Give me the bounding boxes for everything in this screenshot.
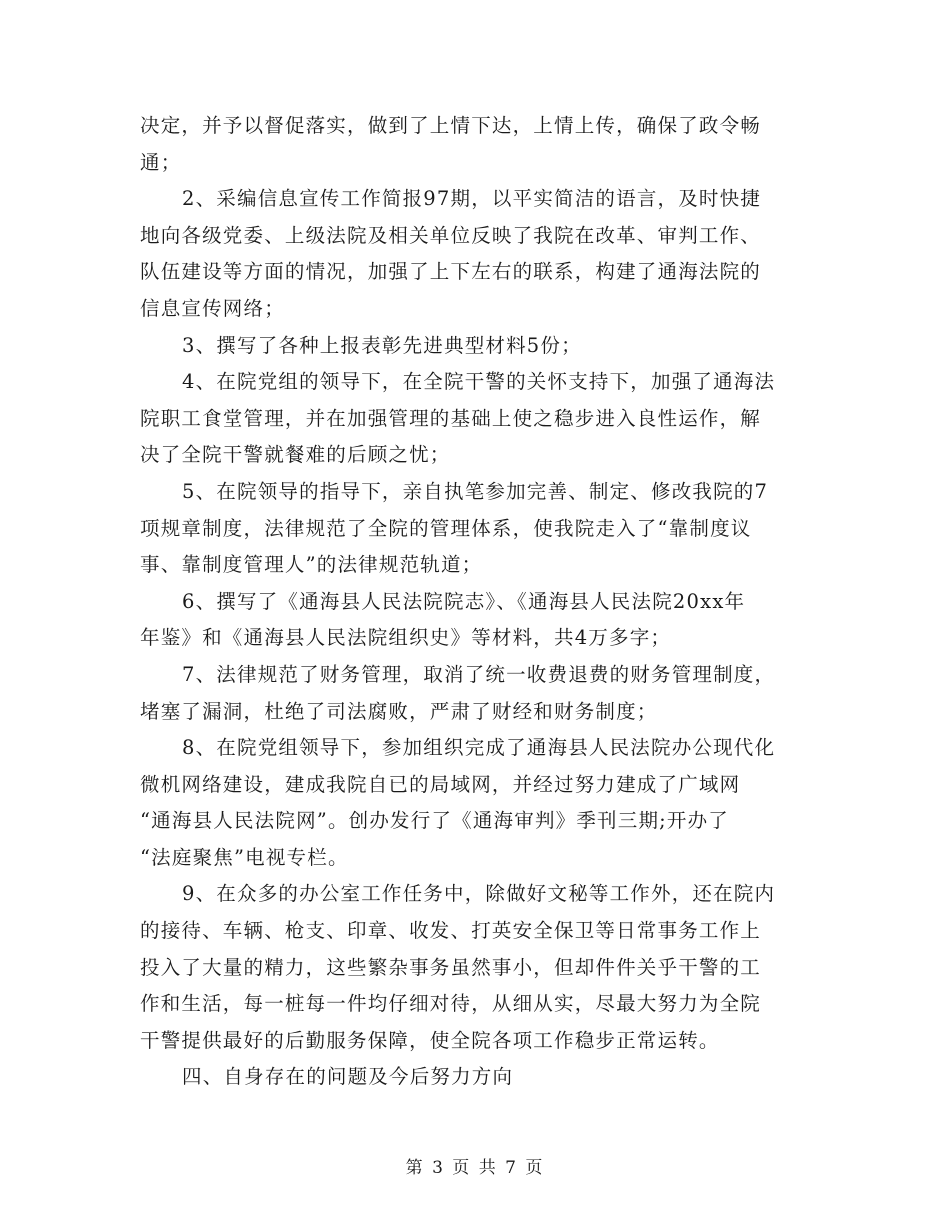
text-line: 决了全院干警就餐难的后顾之忧；	[140, 443, 451, 467]
text-line: 微机网络建设，建成我院自已的局域网，并经过努力建成了广域网	[140, 772, 741, 796]
text-line: 通；	[140, 150, 182, 174]
text-line: “通海县人民法院网”。创办发行了《通海审判》季刊三期;开办了	[140, 809, 730, 833]
page-footer: 第 3 页 共 7 页	[405, 1158, 545, 1178]
text-line: 3、撰写了各种上报表彰先进典型材料5份；	[182, 333, 582, 357]
text-line: 9、在众多的办公室工作任务中，除做好文秘等工作外，还在院内	[182, 882, 776, 906]
text-line: 2、采编信息宣传工作简报97期，以平实简洁的语言，及时快捷	[182, 187, 762, 211]
text-line: 项规章制度，法律规范了全院的管理体系，使我院走入了“靠制度议	[140, 516, 752, 540]
text-line: 地向各级党委、上级法院及相关单位反映了我院在改革、审判工作、	[140, 223, 762, 247]
text-line: 4、在院党组的领导下，在全院干警的关怀支持下，加强了通海法	[182, 370, 776, 394]
text-line: 6、撰写了《通海县人民法院院志》、《通海县人民法院20xx年	[182, 589, 746, 613]
text-line: 投入了大量的精力，这些繁杂事务虽然事小，但却件件关乎干警的工	[140, 955, 762, 979]
text-line: 干警提供最好的后勤服务保障，使全院各项工作稳步正常运转。	[140, 1028, 720, 1052]
text-line: 5、在院领导的指导下，亲自执笔参加完善、制定、修改我院的7	[182, 479, 769, 503]
text-line: 作和生活，每一桩每一件均仔细对待，从细从实，尽最大努力为全院	[140, 992, 762, 1016]
text-line: 信息宣传网络；	[140, 296, 285, 320]
text-line: 院职工食堂管理，并在加强管理的基础上使之稳步进入良性运作，解	[140, 406, 762, 430]
text-line: 年鉴》和《通海县人民法院组织史》等材料，共4万多字；	[140, 626, 672, 650]
text-line: “法庭聚焦”电视专栏。	[140, 845, 349, 869]
text-line: 7、法律规范了财务管理，取消了统一收费退费的财务管理制度，	[182, 662, 776, 686]
text-line: 四、自身存在的问题及今后努力方向	[182, 1065, 514, 1089]
text-line: 队伍建设等方面的情况，加强了上下左右的联系，构建了通海法院的	[140, 260, 762, 284]
text-line: 决定，并予以督促落实，做到了上情下达，上情上传，确保了政令畅	[140, 114, 762, 137]
text-line: 堵塞了漏洞，杜绝了司法腐败，严肃了财经和财务制度；	[140, 699, 658, 723]
text-line: 事、靠制度管理人”的法律规范轨道；	[140, 553, 483, 577]
text-line: 的接待、车辆、枪支、印章、收发、打英安全保卫等日常事务工作上	[140, 919, 762, 943]
text-line: 8、在院党组领导下，参加组织完成了通海县人民法院办公现代化	[182, 736, 776, 760]
document-body	[140, 108, 810, 1096]
